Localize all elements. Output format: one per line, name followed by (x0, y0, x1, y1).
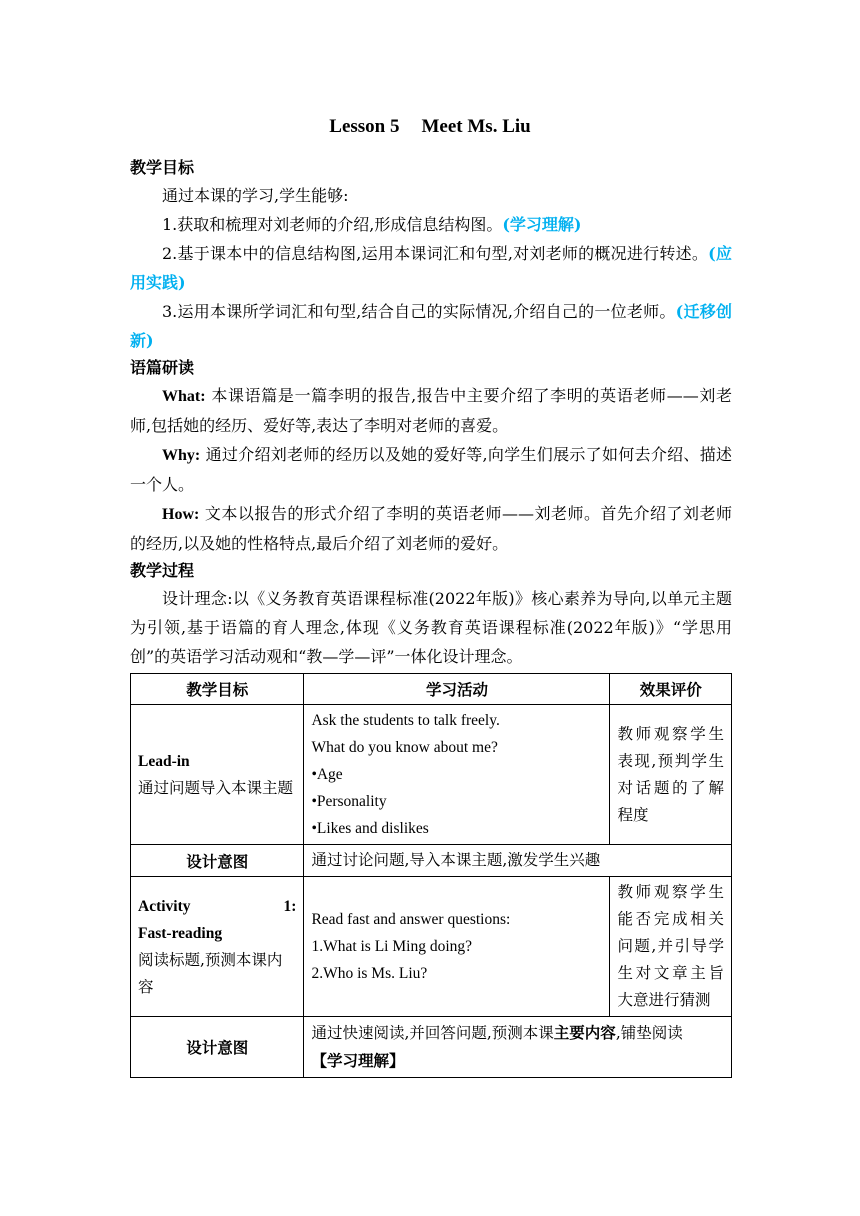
intent2-text-a: 通过快速阅读,并回答问题,预测本课 (311, 1024, 554, 1042)
row2-goal-en-c: Fast-reading (138, 924, 223, 942)
row2-goal-en-b: 1: (283, 897, 297, 915)
row2-goal-cn: 阅读标题,预测本课内容 (138, 950, 283, 996)
lesson-plan-table (130, 673, 732, 1078)
table-row (131, 705, 732, 845)
intent2-text-b: ,铺垫阅读 (615, 1024, 683, 1042)
row1-goal-cn: 通过问题导入本课主题 (138, 778, 294, 797)
activity-line: Ask the students to talk freely. (311, 712, 500, 729)
header-eval: 效果评价 (610, 674, 732, 705)
table-row (131, 845, 732, 877)
goal-item-tag: (迁移创新) (130, 302, 732, 350)
intent2-text (304, 1017, 732, 1078)
header-activity: 学习活动 (304, 674, 610, 705)
intent2-tag: 【学习理解】 (311, 1051, 405, 1070)
lesson-name: Meet Ms. Liu (421, 116, 531, 137)
what-text: 本课语篇是一篇李明的报告,报告中主要介绍了李明的英语老师——刘老师,包括她的经历、爱好等,表达了李明对老师的喜爱。 (130, 386, 732, 435)
row2-goal-en (138, 893, 296, 920)
goal-item-tag: (应用实践) (130, 244, 732, 292)
why-label: Why: (162, 447, 201, 464)
lesson-number: Lesson 5 (329, 116, 400, 137)
intent2-text-bold: 主要内容 (553, 1023, 616, 1042)
analysis-how (130, 499, 732, 558)
goal-item-text: 2.基于课本中的信息结构图,运用本课词汇和句型,对刘老师的概况进行转述。 (162, 244, 709, 263)
goal-item-1 (130, 210, 732, 239)
activity-line: •Personality (311, 793, 387, 810)
row2-goal (131, 877, 304, 1017)
intent2-label: 设计意图 (131, 1017, 304, 1078)
row2-eval: 教师观察学生能否完成相关问题,并引导学生对文章主旨大意进行猜测 (610, 877, 732, 1017)
process-concept: 设计理念:以《义务教育英语课程标准(2022年版)》核心素养为导向,以单元主题为引领,基于语篇的育人理念,体现《义务教育英语课程标准(2022年版)》“学思用创”的英语学习活动观和“教—学—评”一体化设计理念。 (130, 589, 732, 666)
analysis-what (130, 381, 732, 440)
how-text: 文本以报告的形式介绍了李明的英语老师——刘老师。首先介绍了刘老师的经历,以及她的性格特点,最后介绍了刘老师的爱好。 (130, 504, 732, 553)
row2-activity (304, 877, 610, 1017)
document-body (130, 155, 732, 1078)
goal-item-text: 1.获取和梳理对刘老师的介绍,形成信息结构图。 (162, 215, 503, 234)
lesson-title (0, 116, 860, 138)
goal-item-3 (130, 297, 732, 355)
activity-line: •Age (311, 766, 343, 783)
analysis-why (130, 440, 732, 499)
activity-line: What do you know about me? (311, 739, 498, 756)
goals-intro: 通过本课的学习,学生能够: (162, 186, 349, 205)
row1-eval: 教师观察学生表现,预判学生对话题的了解程度 (610, 705, 732, 845)
row1-activity (304, 705, 610, 845)
table-row (131, 877, 732, 1017)
table-row (131, 1017, 732, 1078)
row1-goal (131, 705, 304, 845)
row1-goal-en: Lead-in (138, 752, 190, 770)
activity-line: 2.Who is Ms. Liu? (311, 965, 428, 982)
why-text: 通过介绍刘老师的经历以及她的爱好等,向学生们展示了如何去介绍、描述一个人。 (130, 445, 732, 494)
activity-line: 1.What is Li Ming doing? (311, 938, 473, 955)
goal-item-2 (130, 239, 732, 297)
header-goal: 教学目标 (131, 674, 304, 705)
goal-item-tag: (学习理解) (502, 215, 582, 234)
row2-goal-en-a: Activity (138, 897, 191, 915)
intent1-text: 通过讨论问题,导入本课主题,激发学生兴趣 (304, 845, 732, 877)
intent1-label: 设计意图 (131, 845, 304, 877)
process-heading: 教学过程 (130, 561, 195, 580)
what-label: What: (162, 388, 206, 405)
activity-line: Read fast and answer questions: (311, 911, 511, 928)
activity-line: •Likes and dislikes (311, 820, 429, 837)
goals-heading: 教学目标 (130, 158, 195, 177)
how-label: How: (162, 506, 200, 523)
goal-item-text: 3.运用本课所学词汇和句型,结合自己的实际情况,介绍自己的一位老师。 (162, 302, 676, 321)
table-header-row (131, 674, 732, 705)
analysis-heading: 语篇研读 (130, 358, 195, 377)
